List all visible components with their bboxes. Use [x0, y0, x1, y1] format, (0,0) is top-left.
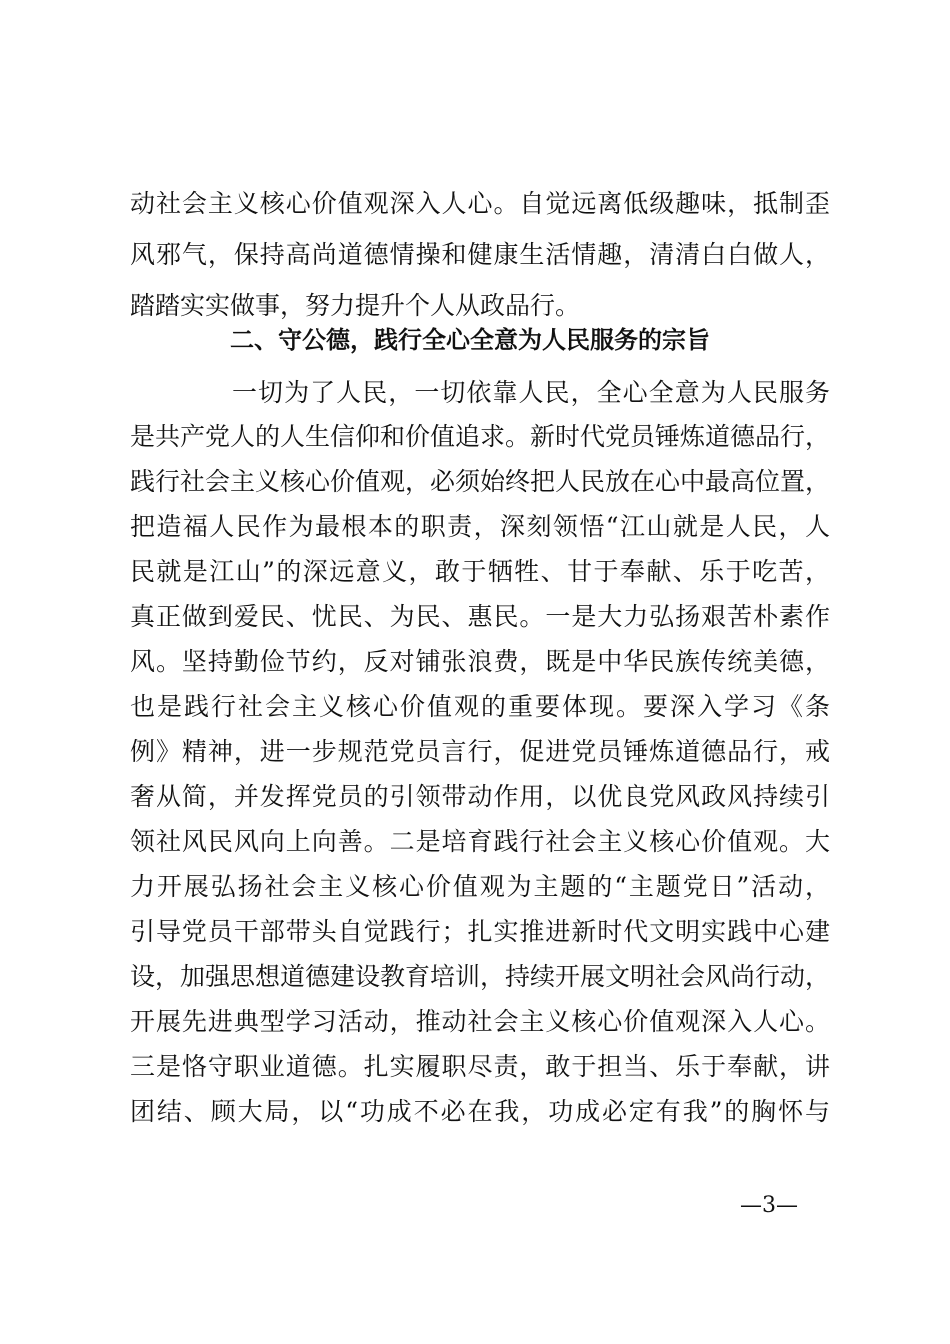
body-text-line: 例》精神，进一步规范党员言行，促进党员锤炼道德品行，戒: [130, 737, 830, 766]
body-text-line: 民就是江山”的深远意义，敢于牺牲、甘于奉献、乐于吃苦，: [130, 557, 830, 586]
body-text-line: 风。坚持勤俭节约，反对铺张浪费，既是中华民族传统美德，: [130, 647, 830, 676]
body-text-line: 真正做到爱民、忧民、为民、惠民。一是大力弘扬艰苦朴素作: [130, 602, 830, 631]
body-text-line: 是共产党人的人生信仰和价值追求。新时代党员锤炼道德品行，: [130, 422, 831, 451]
body-text-line: 一切为了人民，一切依靠人民，全心全意为人民服务: [232, 378, 830, 407]
body-text-line: 也是践行社会主义核心价值观的重要体现。要深入学习《条: [130, 692, 830, 721]
body-text-line: 三是恪守职业道德。扎实履职尽责，敢于担当、乐于奉献，讲: [130, 1052, 830, 1081]
body-text-line: 引导党员干部带头自觉践行；扎实推进新时代文明实践中心建: [130, 917, 830, 946]
body-text-line: 把造福人民作为最根本的职责，深刻领悟“江山就是人民，人: [130, 512, 830, 541]
body-text-line: 设，加强思想道德建设教育培训，持续开展文明社会风尚行动，: [130, 962, 831, 991]
body-text-line: 踏踏实实做事，努力提升个人从政品行。: [130, 291, 581, 320]
page-number: —3—: [740, 1193, 798, 1218]
body-text-line: 力开展弘扬社会主义核心价值观为主题的“主题党日”活动，: [130, 872, 830, 901]
section-heading: 二、守公德，践行全心全意为人民服务的宗旨: [230, 326, 710, 354]
body-text-line: 动社会主义核心价值观深入人心。自觉远离低级趣味，抵制歪: [130, 189, 830, 218]
body-text-line: 奢从简，并发挥党员的引领带动作用，以优良党风政风持续引: [130, 782, 830, 811]
body-text-line: 践行社会主义核心价值观，必须始终把人民放在心中最高位置，: [130, 467, 831, 496]
body-text-line: 开展先进典型学习活动，推动社会主义核心价值观深入人心。: [130, 1007, 830, 1036]
body-text-line: 领社风民风向上向善。二是培育践行社会主义核心价值观。大: [130, 827, 830, 856]
body-text-line: 风邪气，保持高尚道德情操和健康生活情趣，清清白白做人，: [130, 240, 830, 269]
body-text-line: 团结、顾大局，以“功成不必在我，功成必定有我”的胸怀与: [130, 1097, 830, 1126]
